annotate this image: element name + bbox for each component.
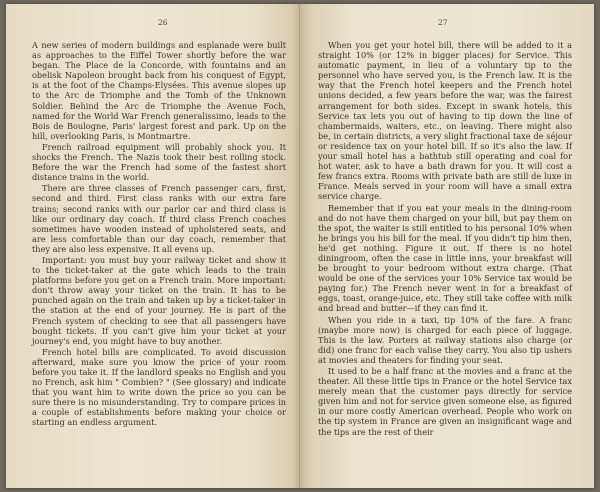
book-spread bbox=[6, 4, 594, 488]
left-page bbox=[6, 4, 300, 488]
paragraph-eiffel-tower: A new series of modern buildings and esplanade were built as approaches to the Eiffel Tower shortly before the war began. The Place de la Concorde, with fountains and an obelisk Napoleon brought back from his conquest of Egypt, is at the foot of the Champs-Elysées. This avenue slopes up to the Arc de Triomphe and the Tomb of the Unknown Soldier. Behind the Arc de Triomphe the Avenue Foch, named for the World War French generalissimo, leads to the Bois de Boulogne, Paris' largest forest and park. Up on the hill, overlooking Paris, is Montmartre. bbox=[32, 40, 286, 141]
paragraph-theater-tips: It used to be a half franc at the movies and a franc at the theater. All these little tips in France or the hotel Service tax merely mean that the customer pays directly for service given him and not for service given someone else, as figured in our more costly American overhead. People who work on the tip system in France are given an insignificant wage and the tips are the rest of their bbox=[318, 366, 572, 437]
paragraph-dining-room: Remember that if you eat your meals in the dining-room and do not have them charged on your bill, but pay them on the spot, the waiter is still entitled to his personal 10% when he brings you his bill for the meal. If you didn't tip him then, he'd get nothing. Figure it out. If there is no hotel diningroom, often the case in little inns, your breakfast will be brought to your bedroom without extra charge. (That would be one of the services your 10% Service tax would be paying for.) The French never went in for a breakfast of eggs, toast, orange-juice, etc. They still take coffee with milk and bread and butter—if they can find it. bbox=[318, 202, 572, 314]
paragraph-railroad-equipment: French railroad equipment will probably shock you. It shocks the French. The Nazis took their best rolling stock. Before the war the French had some of the fastest short distance trains in the world. bbox=[32, 141, 286, 183]
paragraph-taxi-tips: When you ride in a taxi, tip 10% of the fare. A franc (maybe more now) is charged for each piece of luggage. This is the law. Porters at railway stations also charge (or did) one franc for each valise they carry. You also tip ushers at movies and theaters for finding your seat. bbox=[318, 314, 572, 365]
paragraph-hotel-bills: French hotel bills are complicated. To avoid discussion afterward, make sure you know the price of your room before you take it. If the landlord speaks no English and you no French, ask him " Combien? " (See glossary) and indicate that you want him to write down the price so you can be sure there is no misunderstanding. Try to compare prices in a couple of establishments before making your choice or starting an endless argument. bbox=[32, 346, 286, 428]
paragraph-service-charge: When you get your hotel bill, there will be added to it a straight 10% (or 12% in bigger places) for Service. This automatic payment, in lieu of a voluntary tip to the personnel who have served you, is the French law. It is the way that the French hotel keepers and the French hotel unions decided, a few years before the war, was the fairest arrangement for both sides. Except in swank hotels, this Service tax lets you out of having to tip down the line of chambermaids, waiters, etc., on leaving. There might also be, in certain districts, a very slight fractional taxe de séjour or residence tax on your hotel bill. If so it's also the law. If your small hotel has a bathtub still operating and coal for hot water, ask to have a bath drawn for you. It will cost a few francs extra. Rooms with private bath are still de luxe in France. Meals served in your room will have a small extra service charge. bbox=[318, 40, 572, 202]
page-number-right: 27 bbox=[438, 18, 448, 27]
right-page bbox=[300, 4, 594, 488]
page-number-left: 26 bbox=[158, 18, 168, 27]
paragraph-passenger-classes: There are three classes of French passenger cars, first, second and third. First class ranks with our extra fare trains; second ranks with our parlor car and third class is like our ordinary day coach. If third class French coaches sometimes have wooden instead of upholstered seats, and are less comfortable than our day coach, remember that they are also less expensive. It all evens up. bbox=[32, 183, 286, 254]
paragraph-railway-ticket: Important: you must buy your railway ticket and show it to the ticket-taker at the gate which leads to the train platforms before you get on a French train. More important: don't throw away your ticket on the train. It has to be punched again on the train and taken up by a ticket-taker in the station at the end of your journey. He is part of the French system of checking to see that all passengers have bought tickets. If you can't give him your ticket at your journey's end, you might have to buy another. bbox=[32, 254, 286, 346]
